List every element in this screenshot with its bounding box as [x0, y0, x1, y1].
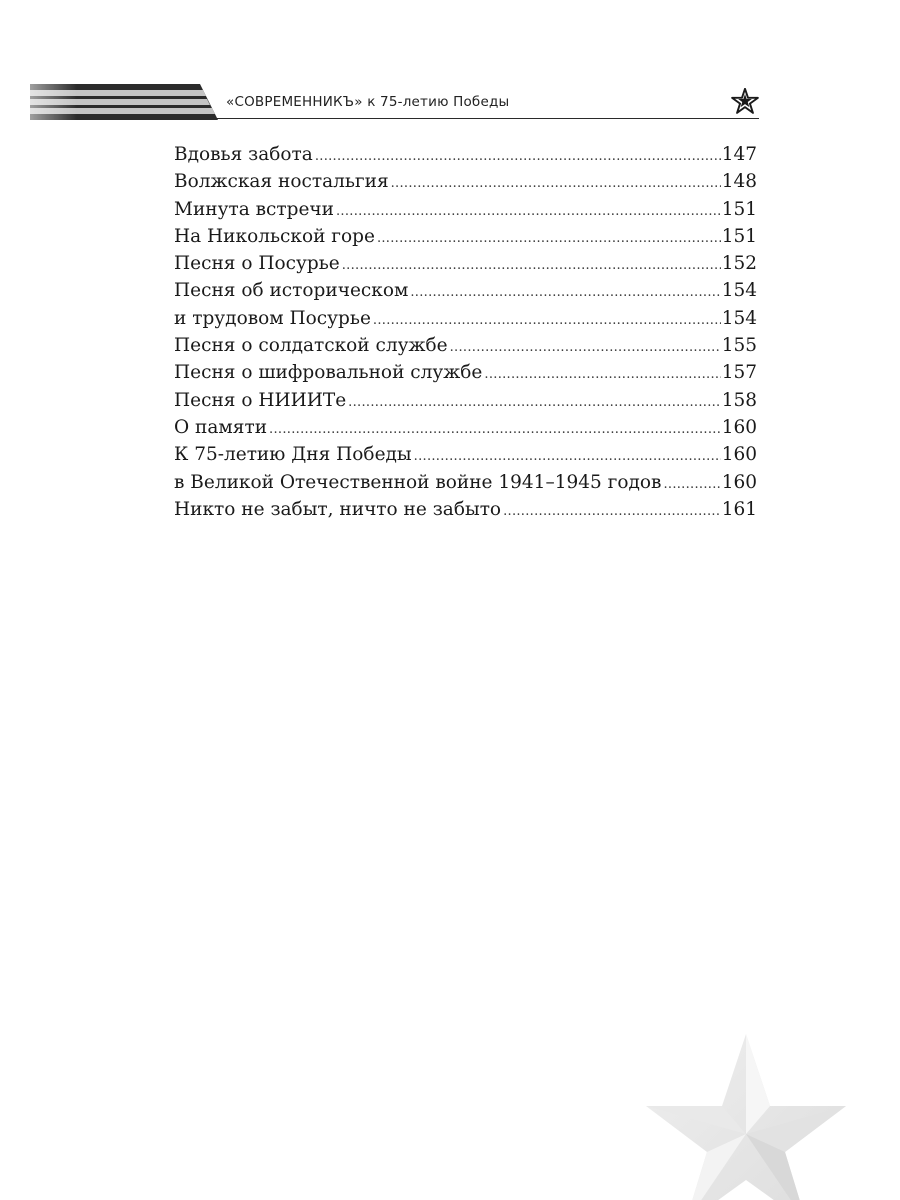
large-star-watermark-icon: [646, 1034, 846, 1200]
toc-entry-title: в Великой Отечественной войне 1941–1945 годов: [174, 471, 662, 493]
toc-dot-leader: [391, 170, 721, 197]
header-rule: [214, 118, 759, 119]
toc-dot-leader: [414, 443, 721, 470]
toc-entry-title: К 75-летию Дня Победы: [174, 444, 412, 466]
toc-entry[interactable]: [174, 168, 757, 195]
toc-entry-page-number: 154: [721, 307, 757, 329]
toc-entry-title: Песня о солдатской службе: [174, 335, 448, 357]
toc-entry-page-number: 147: [721, 144, 757, 165]
toc-entry-page-number: 155: [721, 335, 757, 357]
toc-entry-page-number: 152: [721, 253, 757, 275]
toc-entry-title: Песня об историческом: [174, 280, 409, 302]
table-of-contents: [174, 141, 757, 523]
toc-entry[interactable]: [174, 496, 757, 523]
toc-entry[interactable]: [174, 441, 757, 468]
toc-entry-page-number: 160: [721, 471, 757, 493]
toc-dot-leader: [336, 198, 721, 225]
toc-entry-page-number: 154: [721, 280, 757, 302]
toc-entry-page-number: 160: [721, 416, 757, 438]
toc-entry-title: Песня о шифровальной службе: [174, 362, 483, 384]
toc-dot-leader: [373, 307, 721, 334]
toc-entry[interactable]: [174, 414, 757, 441]
toc-dot-leader: [503, 498, 721, 525]
toc-entry-page-number: 160: [721, 444, 757, 466]
toc-entry[interactable]: [174, 250, 757, 277]
page-header: [0, 0, 900, 130]
toc-entry[interactable]: [174, 332, 757, 359]
toc-entry-page-number: 158: [721, 389, 757, 411]
toc-entry-page-number: 157: [721, 362, 757, 384]
toc-entry[interactable]: [174, 277, 757, 304]
toc-dot-leader: [315, 143, 721, 170]
toc-dot-leader: [269, 416, 721, 443]
toc-entry[interactable]: [174, 196, 757, 223]
toc-entry[interactable]: [174, 359, 757, 386]
toc-dot-leader: [484, 361, 720, 388]
toc-entry-title: Вдовья забота: [174, 144, 313, 165]
toc-dot-leader: [450, 334, 721, 361]
toc-dot-leader: [377, 225, 721, 252]
toc-entry-page-number: 151: [721, 198, 757, 220]
toc-entry-title: Песня о Посурье: [174, 253, 340, 275]
toc-dot-leader: [410, 279, 720, 306]
toc-entry-title: На Никольской горе: [174, 225, 375, 247]
toc-entry[interactable]: [174, 305, 757, 332]
toc-entry-page-number: 161: [721, 498, 757, 520]
toc-entry-title: О памяти: [174, 416, 268, 438]
toc-entry-page-number: 148: [721, 171, 757, 193]
toc-entry[interactable]: [174, 387, 757, 414]
running-title: «СОВРЕМЕННИКЪ» к 75-летию Победы: [226, 94, 510, 110]
toc-dot-leader: [342, 252, 721, 279]
toc-entry-title: Волжская ностальгия: [174, 171, 389, 193]
toc-entry-title: Никто не забыт, ничто не забыто: [174, 498, 502, 520]
toc-dot-leader: [348, 389, 721, 416]
toc-entry-title: и трудовом Посурье: [174, 307, 371, 329]
toc-dot-leader: [663, 471, 720, 498]
toc-entry[interactable]: [174, 469, 757, 496]
toc-entry[interactable]: [174, 223, 757, 250]
toc-entry-title: Минута встречи: [174, 198, 334, 220]
toc-entry-page-number: 151: [721, 225, 757, 247]
toc-entry-title: Песня о НИИИТе: [174, 389, 347, 411]
star-icon: [731, 88, 759, 114]
st-george-ribbon-icon: [30, 84, 218, 120]
toc-entry[interactable]: [174, 141, 757, 168]
